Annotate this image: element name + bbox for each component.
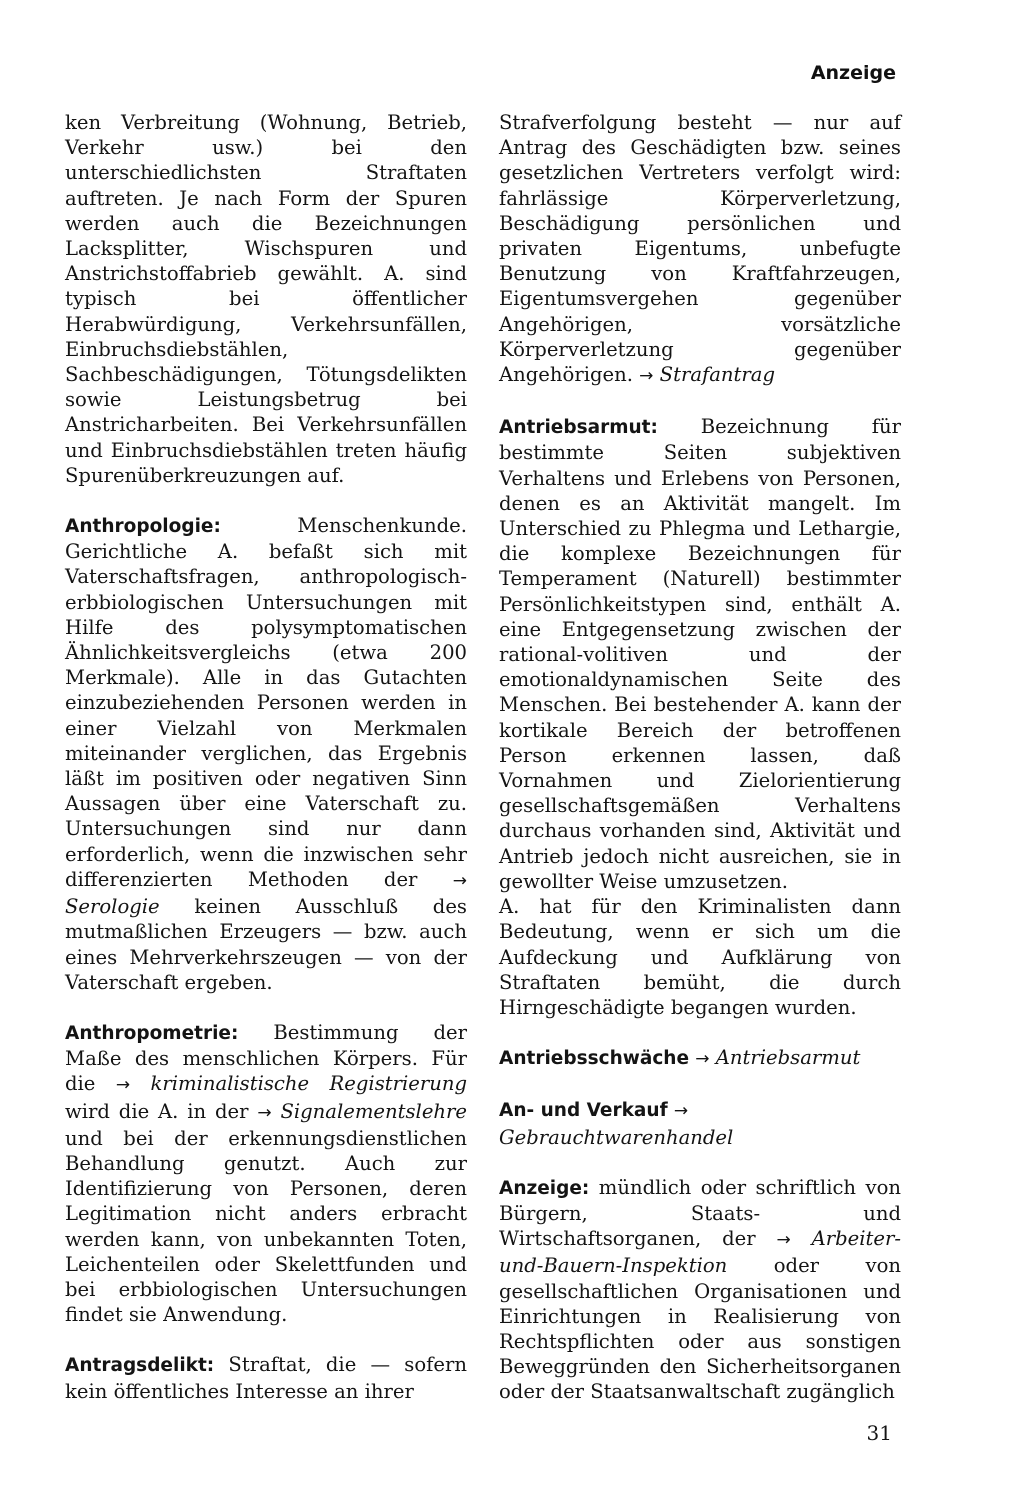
cross-reference-arrow: → [115, 1075, 131, 1096]
entry-term: Antriebsarmut: [499, 417, 658, 439]
continued-paragraph [499, 110, 901, 389]
cross-reference-gebrauchtwarenhandel[interactable]: Gebrauchtwarenhandel [499, 1125, 734, 1149]
cross-reference-arrow: → [673, 1101, 689, 1122]
cross-reference-signalementslehre[interactable]: Signalementslehre [280, 1099, 467, 1123]
cross-reference-serologie[interactable]: Serologie [65, 895, 160, 919]
entry-text: Menschenkunde. Gerichtliche A. befaßt sich mit Vaterschaftsfragen, anthropologisch-erbbiologischen Untersuchungen mit Hilfe des polysymptomatischen Ähnlichkeitsvergleichs (etwa 200 Merkmale). Alle in das Gutachten einzubeziehenden Personen werden in einer Vielzahl von Merkmalen miteinander verglichen, das Ergebnis läßt im positiven oder negativen Sinn Aussagen über eine Vaterschaft zu. Untersuchungen sind nur dann erforderlich, wenn die inzwischen sehr differenzierten Methoden der [65, 514, 467, 891]
entry-antriebsarmut [499, 414, 901, 894]
entry-text: Strafverfolgung besteht — nur auf Antrag des Geschädigten bzw. seines gesetzlichen Vertreters verfolgt wird: fahrlässige Körperverletzung, Beschädigung persönlichen und privaten Eigentums, unbefugte Benutzung von Kraftfahrzeugen, Eigentumsvergehen gegenüber Angehörigen, vorsätzliche Körperverletzung gegenüber Angehörigen. [499, 111, 901, 387]
entry-text: Straftat, die — sofern kein öffentliches Interesse an ihrer [65, 1353, 467, 1403]
entry-text: oder von gesellschaftlichen Organisationen und Einrichtungen in Realisierung von Rechtspflichten oder aus sonstigen Beweggründen den Sicherheitsorganen oder der Staatsanwaltschaft zugänglich [499, 1254, 901, 1404]
entry-text: keinen Ausschluß des mutmaßlichen Erzeugers — bzw. auch eines Mehrverkehrszeugen — von der Vaterschaft ergeben. [65, 895, 467, 994]
cross-reference-abi[interactable]: Arbeiter-und-Bauern-Inspektion [499, 1227, 901, 1278]
cross-reference-arrow: → [257, 1102, 272, 1123]
entry-anthropometrie [65, 1020, 467, 1327]
entry-text: mündlich oder schriftlich von Bürgern, Staats- und Wirtschaftsorganen, der [499, 1175, 901, 1251]
entry-term: Anthropometrie: [65, 1022, 239, 1044]
page-number: 31 [866, 1421, 892, 1445]
entry-antriebsarmut-continued: A. hat für den Kriminalisten dann Bedeutung, wenn er sich um die Aufdeckung und Aufklärung von Straftaten bemüht, die durch Hirngeschädigte begangen wurden. [499, 895, 901, 1019]
entry-antriebsschwaeche [499, 1045, 901, 1072]
cross-reference-kriminalistische-registrierung[interactable]: kriminalistische Registrierung [150, 1072, 467, 1096]
cross-reference-arrow: → [776, 1230, 791, 1251]
entry-term: Antragsdelikt: [65, 1355, 215, 1377]
entry-text: und bei der erkennungsdienstlichen Behandlung genutzt. Auch zur Identifizierung von Personen, deren Legitimation nicht anders erbracht werden kann, von unbekannten Toten, Leichenteilen oder Skelettfunden und bei erbbiologischen Untersuchungen findet sie Anwendung. [65, 1126, 467, 1327]
entry-an-und-verkauf [499, 1097, 901, 1149]
entry-antragsdelikt [65, 1352, 467, 1403]
left-column [65, 110, 467, 1404]
continued-paragraph: ken Verbreitung (Wohnung, Betrieb, Verkehr usw.) bei den unterschiedlichsten Straftaten auftreten. Je nach Form der Spuren werden auch die Bezeichnungen Lacksplitter, Wischspuren und Anstrichstoffabrieb gewählt. A. sind typisch bei öffentlicher Herabwürdigung, Verkehrsunfällen, Einbruchsdiebstählen, Sachbeschädigungen, Tötungsdelikten sowie Leistungsbetrug bei Anstricharbeiten. Bei Verkehrsunfällen und Einbruchsdiebstählen treten häufig Spurenüberkreuzungen auf. [65, 111, 467, 487]
cross-reference-arrow: → [639, 366, 654, 387]
right-column [499, 110, 901, 1405]
entry-term: Anthropologie: [65, 516, 221, 538]
cross-reference-antriebsarmut[interactable]: Antriebsarmut [715, 1046, 861, 1070]
cross-reference-arrow: → [452, 870, 467, 891]
entry-text: wird die A. in der [65, 1099, 258, 1123]
entry-term: Antriebsschwäche [499, 1048, 690, 1070]
entry-anthropologie [65, 513, 467, 995]
cross-reference-strafantrag[interactable]: Strafantrag [659, 363, 776, 387]
running-header: Anzeige [810, 62, 896, 84]
entry-term: An- und Verkauf [499, 1100, 668, 1122]
entry-anzeige [499, 1175, 901, 1405]
entry-text: Bezeichnung für bestimmte Seiten subjektiven Verhaltens und Erlebens von Personen, denen es an Aktivität mangelt. Im Unterschied zu Phlegma und Lethargie, die komplexe Bezeichnungen für Temperament (Naturell) bestimmter Persönlichkeitstypen sind, enthält A. eine Entgegensetzung zwischen der rational-volitiven und der emotionaldynamischen Seite des Menschen. Bei bestehender A. kann der kortikale Bereich der betroffenen Person erkennen lassen, daß Vornahmen und Zielorientierung gesellschaftsgemäßen Verhaltens durchaus vorhanden sind, Aktivität und Antrieb jedoch nicht ausreichen, sie in gewollter Weise umzusetzen. [499, 415, 901, 893]
cross-reference-arrow: → [695, 1049, 710, 1070]
entry-text: Bestimmung der Maße des menschlichen Körpers. Für die [65, 1020, 467, 1096]
entry-term: Anzeige: [499, 1177, 590, 1199]
